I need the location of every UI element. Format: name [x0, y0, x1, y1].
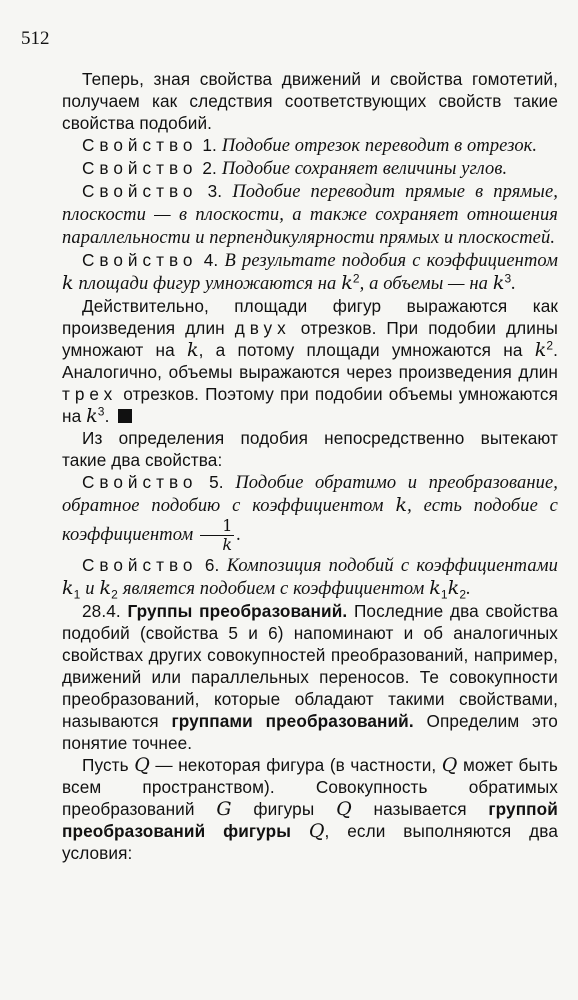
math-k: k — [447, 577, 460, 599]
definition-text: фигуры — [253, 799, 315, 819]
bold-term: группами преобразований. — [171, 711, 414, 731]
property-text: Подобие обратимо и преобразование, обратное подобию с коэффициентом — [62, 473, 558, 516]
math-k: k — [341, 272, 353, 294]
math-k: k — [62, 577, 74, 599]
proof-text: отрезков. При подобии длины умножают на — [62, 318, 558, 360]
page-number: 512 — [21, 28, 50, 49]
property-text: , есть подобие с коэффициентом — [62, 496, 558, 546]
property-text: , а объемы — на — [359, 274, 488, 294]
spaced-word: двух — [234, 318, 291, 338]
property-4 — [62, 249, 558, 295]
property-text: Подобие сохраняет величины углов. — [221, 159, 508, 179]
intro-paragraph: Теперь, зная свойства движений и свойства гомотетий, получаем как следствия соответствующих свойств такие свойства подобий. — [62, 69, 558, 133]
math-subscript: 2 — [111, 587, 118, 602]
fraction-denominator: k — [222, 535, 233, 554]
definition-paragraph — [62, 754, 558, 864]
math-subscript: 1 — [73, 587, 81, 602]
property-text: площади фигур умножаются на — [78, 274, 337, 294]
math-exponent: 2 — [546, 338, 554, 353]
property-label: Свойство — [82, 181, 198, 201]
property-text: Подобие переводит прямые в прямые, плоскости — в плоскости, а также сохраняет отношения параллельности и перпендикулярности прямых и плоскостей. — [62, 182, 558, 248]
definition-text: Пусть — [82, 755, 129, 775]
math-g: G — [216, 798, 232, 820]
property-6 — [62, 554, 558, 600]
math-exponent: 2 — [352, 271, 360, 286]
section-text: Последние два свойства подобий (свойства 5 и 6) напоминают и об аналогичных свойствах других совокупностей преобразований, например, движений или параллельных переносов. Те совокупности преобразований, которые обладают такими свойствами, называются — [62, 601, 558, 731]
property-number: 3. — [207, 181, 223, 201]
property-2 — [62, 157, 558, 180]
fraction-numerator: 1 — [200, 517, 234, 536]
proof-text: Действительно, площади фигур выражаются как произведения длин — [62, 296, 558, 338]
spaced-word: трех — [62, 384, 118, 404]
page-body — [62, 68, 558, 864]
section-text: Определим это понятие точнее. — [62, 711, 558, 753]
property-number: 2. — [202, 158, 217, 178]
property-label: Свойство — [82, 158, 198, 178]
math-q: Q — [134, 754, 150, 776]
property-1 — [62, 134, 558, 157]
proof-paragraph — [62, 295, 558, 427]
property-number: 6. — [204, 555, 220, 575]
math-k: k — [429, 577, 441, 599]
fraction-one-over-k — [200, 517, 234, 554]
math-k: k — [62, 272, 74, 294]
section-number: 28.4. — [82, 601, 121, 621]
math-exponent: 3 — [504, 271, 512, 286]
math-subscript: 1 — [440, 587, 448, 602]
property-text: . — [236, 525, 242, 546]
bold-term: группой преобразований фигуры — [62, 799, 558, 841]
math-q: Q — [441, 754, 458, 776]
proof-text: отрезков. Поэтому при подобии объемы умножаются на — [62, 384, 558, 426]
math-q: Q — [308, 820, 325, 842]
property-text: . — [466, 579, 471, 599]
property-5 — [62, 471, 558, 554]
property-text: . — [511, 274, 516, 294]
property-text: В результате подобия с коэффициентом — [224, 251, 558, 271]
math-k: k — [186, 339, 199, 361]
property-text: является подобием с коэффициентом — [122, 579, 425, 599]
property-label: Свойство — [82, 135, 198, 155]
math-k: k — [99, 577, 112, 599]
proof-text: , а потому площади умножаются на — [198, 340, 523, 360]
section-28-4 — [62, 600, 558, 754]
proof-text: . — [104, 406, 110, 426]
math-q: Q — [336, 798, 352, 820]
math-k: k — [492, 272, 505, 294]
property-text: Композиция подобий с коэффициентами — [226, 556, 558, 576]
property-text: и — [85, 579, 95, 599]
definition-text: — некоторая фигура (в частности, — [155, 755, 437, 775]
definition-text: называется — [373, 799, 467, 819]
property-number: 4. — [203, 250, 219, 270]
math-exponent: 3 — [97, 404, 105, 419]
math-subscript: 2 — [459, 587, 467, 602]
section-title: Группы преобразований. — [127, 601, 348, 621]
qed-square-icon — [118, 409, 132, 423]
math-k: k — [86, 405, 98, 427]
property-text: Подобие отрезок переводит в отрезок. — [221, 136, 538, 156]
property-3 — [62, 180, 558, 249]
definition-text: , если выполняются два условия: — [62, 821, 558, 863]
definition-text: может быть всем пространством). Совокупность обратимых преобразований — [62, 755, 558, 819]
property-number: 1. — [202, 135, 217, 155]
math-k: k — [395, 494, 408, 516]
property-label: Свойство — [82, 250, 198, 270]
from-definition-paragraph: Из определения подобия непосредственно вытекают такие два свойства: — [62, 428, 558, 470]
math-k: k — [534, 339, 547, 361]
proof-text: . Аналогично, объемы выражаются через произведения длин — [62, 340, 558, 382]
property-label: Свойство — [82, 555, 198, 575]
property-label: Свойство — [82, 472, 198, 492]
property-number: 5. — [209, 472, 224, 492]
